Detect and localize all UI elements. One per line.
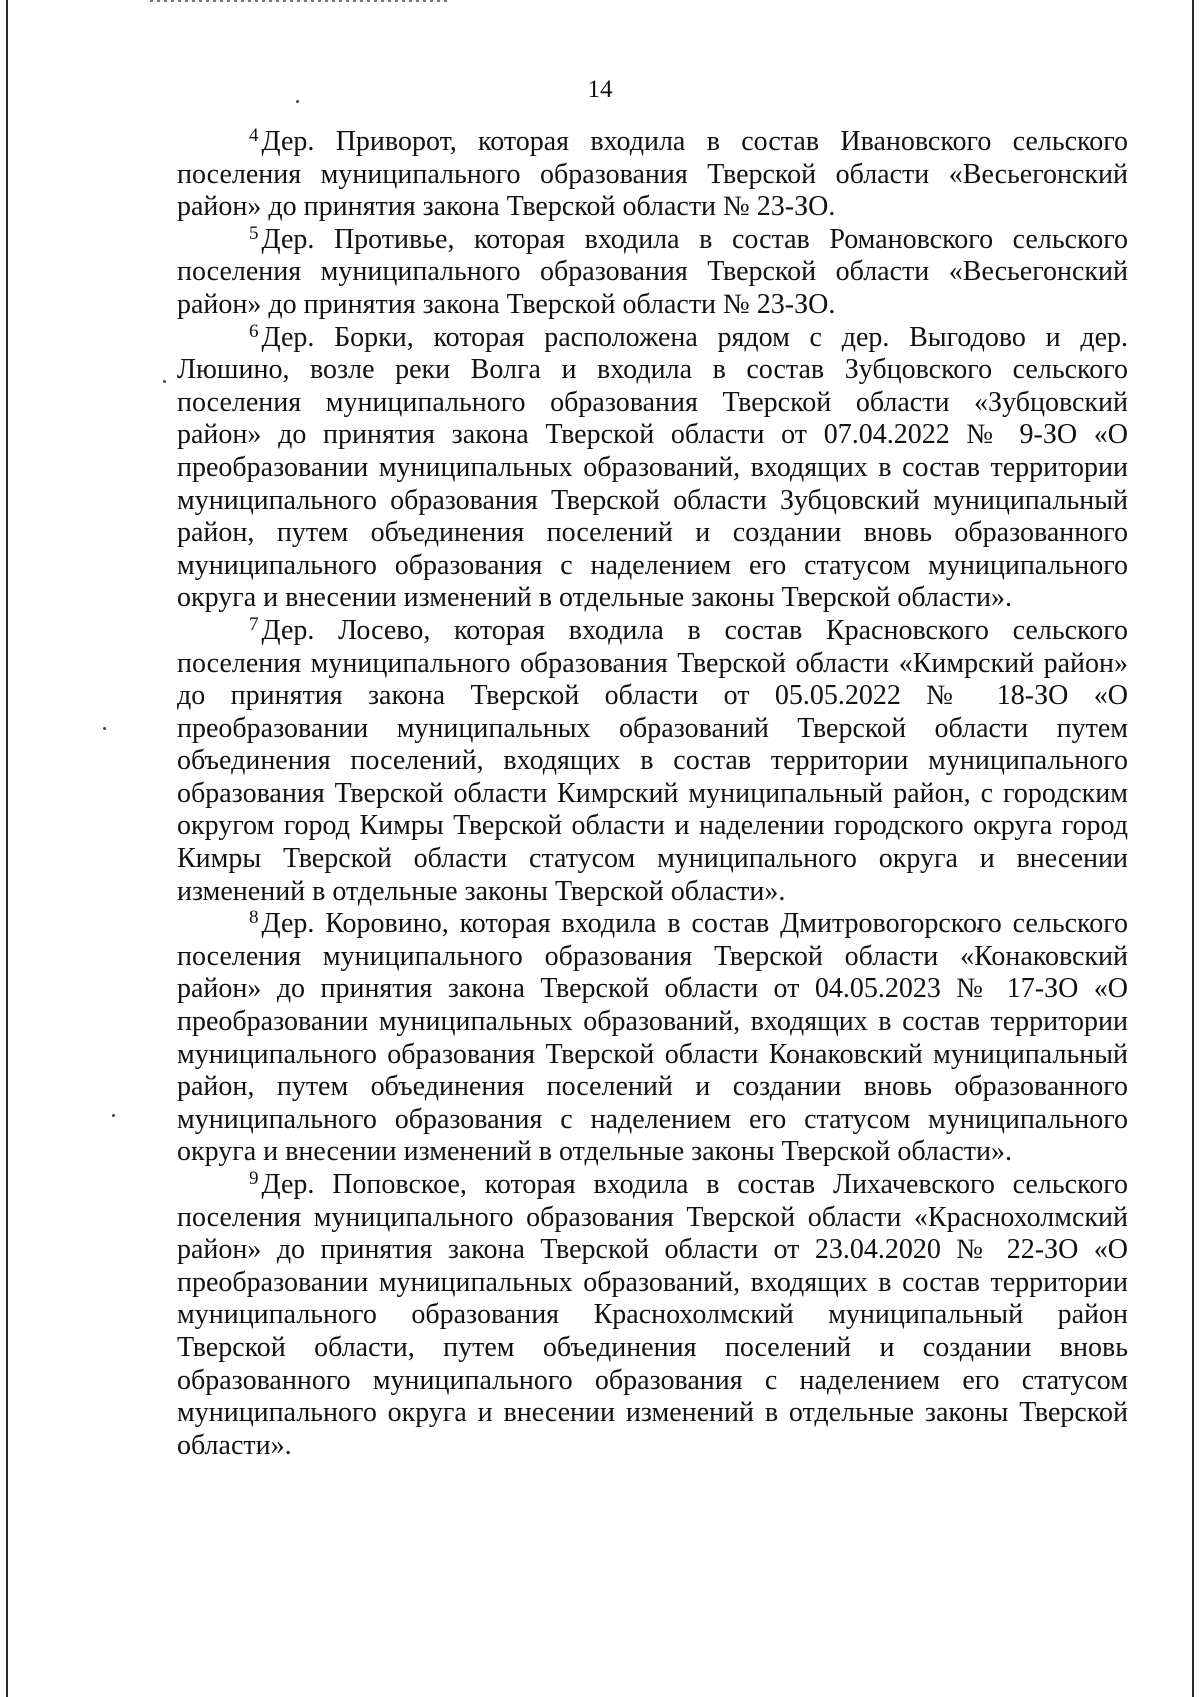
footnote-marker: 6 — [249, 320, 259, 342]
footnote-marker: 7 — [249, 613, 259, 635]
footnote-text: Дер. Поповское, которая входила в состав Лихачевского сельского поселения муниципального образования Тверской области «Краснохолмский район» до принятия закона Тверской области от 23.04.2020 № 22-ЗО «О преобразовании муниципальных образований, входящих в состав территории муниципального образования Краснохолмский муниципальный район Тверской области, путем объединения поселений и создании вновь образованного муниципального образования с наделением его статусом муниципального округа и внесении изменений в отдельные законы Тверской области». — [177, 1169, 1128, 1461]
footnote-4 — [177, 126, 1128, 224]
footnote-marker: 4 — [249, 125, 259, 146]
scan-speck — [163, 380, 166, 383]
footnote-text: Дер. Коровино, которая входила в состав Дмитровогорского сельского поселения муниципального образования Тверской области «Конаковский район» до принятия закона Тверской области от 04.05.2023 № 17-ЗО «О преобразовании муниципальных образований, входящих в состав территории муниципального образования Тверской области Конаковский муниципальный район, путем объединения поселений и создании вновь образованного муниципального образования с наделением его статусом муниципального округа и внесении изменений в отдельные законы Тверской области». — [177, 908, 1128, 1168]
footnote-text: Дер. Лосево, которая входила в состав Красновского сельского поселения муниципального образования Тверской области «Кимрский район» до принятия закона Тверской области от 05.05.2022 № 18-ЗО «О преобразовании муниципальных образований Тверской области путем объединения поселений, входящих в состав территории муниципального образования Тверской области Кимрский муниципальный район, с городским округом город Кимры Тверской области и наделении городского округа город Кимры Тверской области статусом муниципального округа и внесении изменений в отдельные законы Тверской области». — [177, 614, 1128, 907]
footnote-marker: 8 — [249, 907, 259, 929]
footnote-text: Дер. Противье, которая входила в состав Романовского сельского поселения муниципального образования Тверской области «Весьегонский район» до принятия закона Тверской области № 23-ЗО. — [177, 223, 1128, 320]
footnote-text: Дер. Борки, которая расположена рядом с дер. Выгодово и дер. Люшино, возле реки Волга и входила в состав Зубцовского сельского поселения муниципального образования Тверской области «Зубцовский район» до принятия закона Тверской области от 07.04.2022 № 9-ЗО «О преобразовании муниципальных образований, входящих в состав территории муниципального образования Тверской области Зубцовский муниципальный район, путем объединения поселений и создании вновь образованного муниципального образования с наделением его статусом муниципального округа и внесении изменений в отдельные законы Тверской области». — [177, 321, 1128, 614]
scan-edge-left — [6, 0, 8, 1697]
page-number: 14 — [587, 76, 613, 103]
footnote-text: Дер. Приворот, которая входила в состав Ивановского сельского поселения муниципального образования Тверской области «Весьегонский район» до принятия закона Тверской области № 23-ЗО. — [177, 126, 1128, 223]
scan-speck — [112, 1114, 115, 1117]
footnote-6 — [177, 322, 1128, 615]
footnote-8 — [177, 908, 1128, 1169]
scan-artifact-top — [150, 0, 450, 2]
footnote-marker: 5 — [249, 222, 259, 244]
footnote-5 — [177, 224, 1128, 322]
scan-edge-right — [1192, 0, 1194, 1697]
footnote-7 — [177, 615, 1128, 908]
footnote-list — [177, 126, 1128, 1462]
footnote-marker: 9 — [249, 1168, 259, 1189]
footnote-9 — [177, 1169, 1128, 1462]
scan-speck — [103, 727, 106, 730]
